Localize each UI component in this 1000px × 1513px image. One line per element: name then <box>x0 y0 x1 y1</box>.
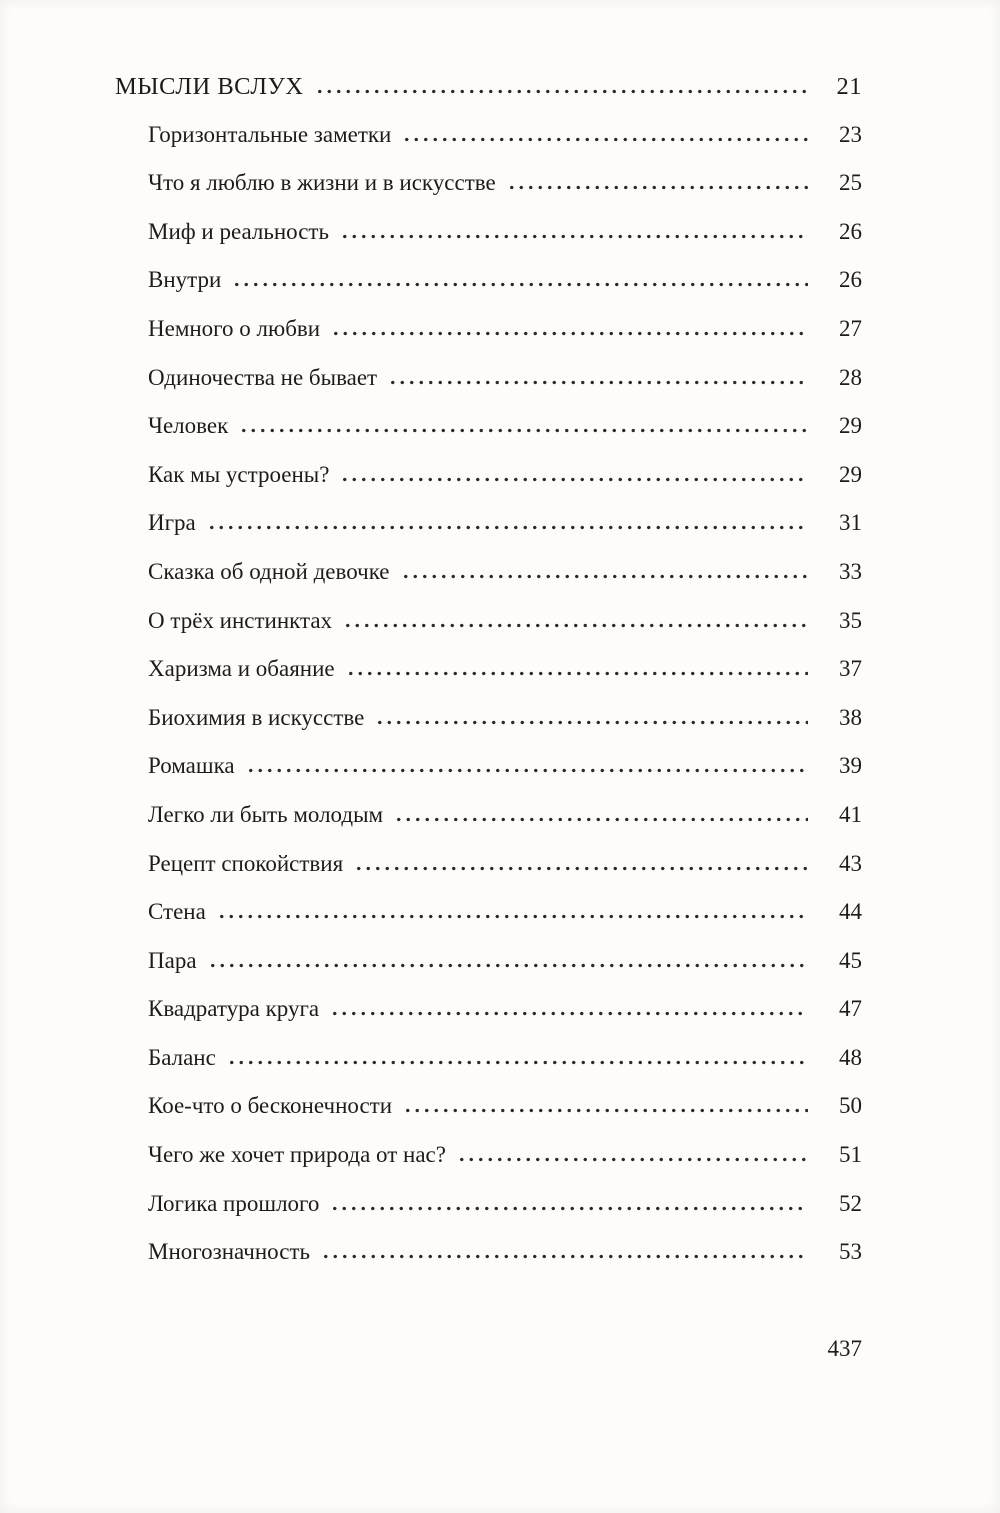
toc-entry <box>115 461 862 510</box>
toc-entry <box>115 1044 862 1093</box>
toc-entry <box>115 995 862 1044</box>
dot-leader <box>330 1011 808 1016</box>
toc-entry <box>115 509 862 558</box>
toc-entry-page: 29 <box>839 461 862 487</box>
toc-entry-title: Как мы устроены? <box>148 461 330 487</box>
toc-entry <box>115 752 862 801</box>
toc-entry-page: 44 <box>839 899 862 925</box>
dot-leader <box>340 234 808 239</box>
toc-entry-title: Рецепт спокойствия <box>148 850 344 876</box>
dot-leader <box>207 525 808 530</box>
toc-entry-title: Пара <box>148 947 197 973</box>
toc-entry-title: Харизма и обаяние <box>148 656 335 682</box>
toc-entry-title: Баланс <box>148 1044 216 1070</box>
toc-entry <box>115 655 862 704</box>
toc-entry-page: 35 <box>839 607 862 633</box>
toc-entry <box>115 801 862 850</box>
dot-leader <box>507 185 808 190</box>
toc-entry <box>115 412 862 461</box>
toc-entry-title: Стена <box>148 899 206 925</box>
toc-entry <box>115 898 862 947</box>
toc-entry-title: Горизонтальные заметки <box>148 121 392 147</box>
toc-entry <box>115 607 862 656</box>
toc-list <box>115 121 862 1287</box>
toc-section-header <box>115 72 862 121</box>
toc-entry-page: 39 <box>839 753 862 779</box>
dot-leader <box>457 1157 808 1162</box>
toc-entry-page: 26 <box>839 218 862 244</box>
toc-entry <box>115 1092 862 1141</box>
toc-entry-title: Биохимия в искусстве <box>148 704 365 730</box>
dot-leader <box>403 1108 808 1113</box>
toc-entry-page: 51 <box>839 1142 862 1168</box>
toc-entry-title: Кое-что о бесконечности <box>148 1093 393 1119</box>
dot-leader <box>340 477 808 482</box>
toc-entry <box>115 558 862 607</box>
dot-leader <box>331 331 808 336</box>
toc-entry-title: Одиночества не бывает <box>148 364 378 390</box>
dot-leader <box>246 768 808 773</box>
dot-leader <box>239 428 808 433</box>
toc-entry-page: 50 <box>839 1093 862 1119</box>
page-number: 437 <box>827 1336 862 1361</box>
dot-leader <box>343 623 808 628</box>
dot-leader <box>330 1206 808 1211</box>
toc-entry-page: 26 <box>839 267 862 293</box>
toc-entry-title: Ромашка <box>148 753 235 779</box>
dot-leader <box>321 1254 808 1259</box>
dot-leader <box>208 963 808 968</box>
toc-entry-page: 45 <box>839 947 862 973</box>
toc-entry-title: Логика прошлого <box>148 1190 320 1216</box>
toc-entry <box>115 121 862 170</box>
toc-entry-title: О трёх инстинктах <box>148 607 333 633</box>
toc-entry-title: Миф и реальность <box>148 218 329 244</box>
dot-leader <box>217 914 808 919</box>
dot-leader <box>402 137 808 142</box>
toc-entry-title: Квадратура круга <box>148 996 320 1022</box>
toc-entry-page: 29 <box>839 413 862 439</box>
toc-entry-page: 38 <box>839 704 862 730</box>
toc-entry-title: Что я люблю в жизни и в искусстве <box>148 170 496 196</box>
dot-leader <box>232 282 808 287</box>
toc-entry <box>115 850 862 899</box>
dot-leader <box>315 89 808 94</box>
toc-entry <box>115 315 862 364</box>
dot-leader <box>227 1060 808 1065</box>
toc-entry-page: 43 <box>839 850 862 876</box>
toc-entry-title: Многозначность <box>148 1239 310 1265</box>
dot-leader <box>401 574 809 579</box>
toc-entry-title: Легко ли быть молодым <box>148 801 384 827</box>
toc-entry-page: 47 <box>839 996 862 1022</box>
toc-entry-page: 23 <box>839 121 862 147</box>
toc-entry <box>115 1238 862 1287</box>
toc-entry-page: 53 <box>839 1239 862 1265</box>
toc-entry <box>115 704 862 753</box>
toc-entry-page: 41 <box>839 801 862 827</box>
toc-entry-page: 28 <box>839 364 862 390</box>
toc-entry-title: Игра <box>148 510 196 536</box>
toc-entry-title: Сказка об одной девочке <box>148 558 390 584</box>
toc-section-title: МЫСЛИ ВСЛУХ <box>115 73 304 100</box>
dot-leader <box>394 817 808 822</box>
toc-entry-page: 37 <box>839 656 862 682</box>
toc-entry-page: 33 <box>839 558 862 584</box>
toc-entry <box>115 218 862 267</box>
toc-entry <box>115 364 862 413</box>
toc-entry <box>115 947 862 996</box>
toc-section-page: 21 <box>836 73 862 100</box>
dot-leader <box>375 720 808 725</box>
toc-entry-title: Человек <box>148 413 229 439</box>
toc-entry <box>115 169 862 218</box>
toc-entry-page: 27 <box>839 315 862 341</box>
toc-entry-page: 48 <box>839 1044 862 1070</box>
toc-entry <box>115 1141 862 1190</box>
toc-entry-page: 31 <box>839 510 862 536</box>
dot-leader <box>388 380 808 385</box>
toc-entry <box>115 266 862 315</box>
toc-entry-page: 52 <box>839 1190 862 1216</box>
toc-entry-title: Чего же хочет природа от нас? <box>148 1142 446 1168</box>
toc-entry-page: 25 <box>839 170 862 196</box>
dot-leader <box>354 866 808 871</box>
toc-entry-title: Внутри <box>148 267 222 293</box>
dot-leader <box>346 671 808 676</box>
toc-entry-title: Немного о любви <box>148 315 321 341</box>
toc-entry <box>115 1190 862 1239</box>
